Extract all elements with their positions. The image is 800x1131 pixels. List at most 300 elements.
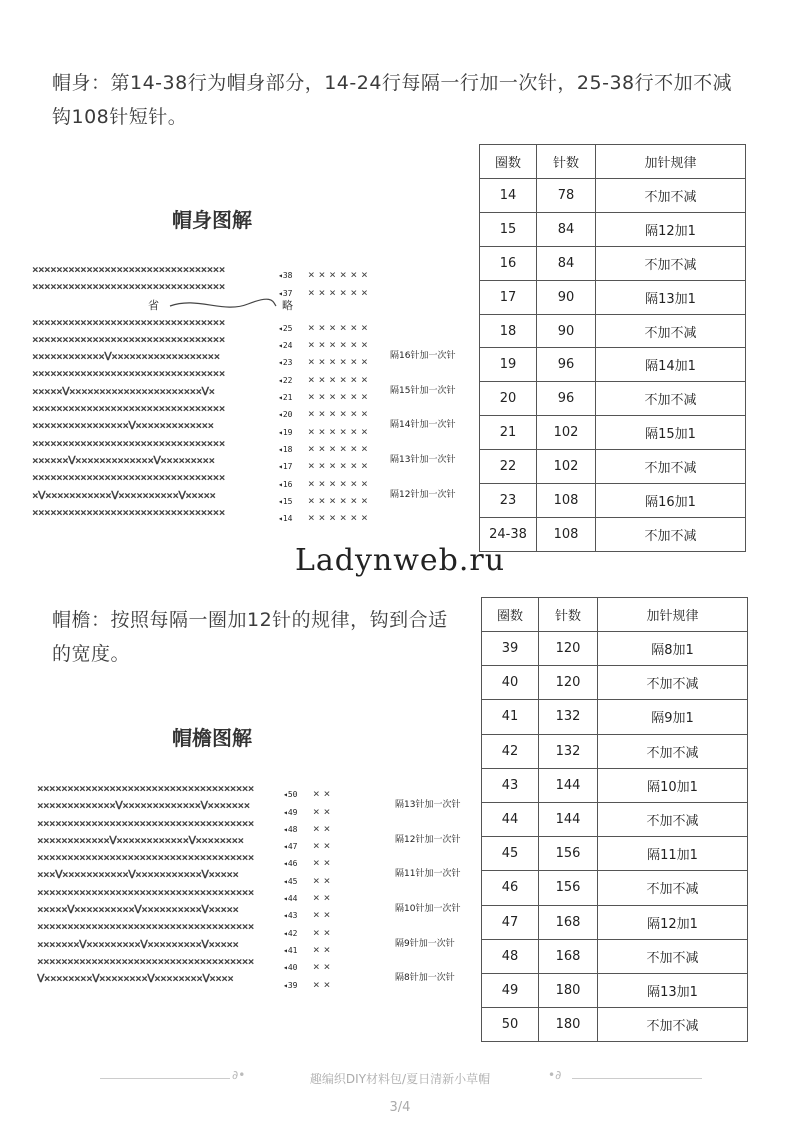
arrow-left-icon: ◂ [283,842,288,852]
row-number-text: 43 [287,911,298,921]
stitch-sequence-text: ×××××××××××××××××××××××××××××××× [32,436,225,450]
increase-note-text: 隔9针加一次针 [395,938,455,949]
row-number [278,510,308,527]
row-number-text: 21 [282,393,293,403]
cell-stitches: 168 [539,905,598,939]
row-number-text: 25 [282,323,293,333]
watermark: Ladynweb.ru [294,543,506,578]
row-number-text: 37 [282,288,293,298]
cell-round: 39 [482,632,539,666]
increase-note [395,797,460,814]
arrow-left-icon: ◂ [278,271,283,281]
cell-round: 14 [480,179,537,213]
arrow-left-icon: ◂ [278,496,283,506]
row-number-text: 14 [282,514,293,524]
cell-round: 22 [480,450,537,484]
wave-line-icon [168,298,278,312]
body-stitch-diagram [32,261,472,525]
cell-round: 23 [480,484,537,518]
stitch-tail-text: ×××××× [308,338,372,352]
brim-intro-line2: 的宽度。 [52,643,131,665]
diagram-row [32,487,472,507]
row-number-text: 22 [282,375,293,385]
stitch-tail-text: ×× [313,839,335,853]
stitch-tail-text: ×× [313,804,335,818]
cell-round: 44 [482,802,539,836]
cell-stitches: 102 [537,450,596,484]
increase-note [395,970,455,987]
cell-rule: 不加不减 [598,1008,748,1042]
body-diagram-title: 帽身图解 [172,208,252,232]
increase-note [395,832,460,849]
stitch-tail-text: ×× [313,787,335,801]
stitch-sequence-text: ×××××××××××××××××××××××××××××××××××× [37,954,254,968]
arrow-left-icon: ◂ [283,807,288,817]
stitch-sequence [37,832,283,849]
diagram-row [32,452,472,473]
table-row [482,734,748,768]
cell-stitches: 90 [537,280,596,314]
stitch-sequence [32,504,278,521]
cell-stitches: 120 [539,632,598,666]
header-stitches: 针数 [539,598,598,632]
arrow-left-icon: ◂ [278,323,283,333]
cell-rule: 隔11加1 [598,837,748,871]
cell-rule: 不加不减 [596,382,746,416]
cell-stitches: 108 [537,484,596,518]
diagram-row [32,400,472,421]
increase-note [390,417,455,434]
cell-stitches: 120 [539,666,598,700]
table-row [480,382,746,416]
cell-stitches: 96 [537,348,596,382]
cell-round: 43 [482,768,539,802]
diagram-row [32,314,472,334]
footer-divider-right [572,1078,702,1079]
stitch-sequence [32,487,278,504]
body-intro [52,66,732,134]
omit-left-label: 省 [148,298,159,312]
header-round: 圈数 [480,145,537,179]
stitch-tail-text: ×× [313,977,335,991]
cell-rule: 隔16加1 [596,484,746,518]
cell-stitches: 156 [539,837,598,871]
stitch-sequence-text: ×××××××××××××××××××××××××××××××× [32,263,225,276]
arrow-left-icon: ◂ [283,859,288,869]
stitch-sequence-text: ×××××××××××××××××××××××××××××××××××× [37,816,254,830]
stitch-tail-text: ×× [313,873,335,887]
cell-rule: 不加不减 [596,246,746,280]
stitch-tail-text: ×××××× [308,476,372,490]
stitch-sequence [32,278,278,295]
table-row [480,246,746,280]
diagram-row [37,901,477,922]
stitch-sequence [37,866,283,883]
stitch-sequence [37,780,283,797]
cell-rule: 隔14加1 [596,348,746,382]
stitch-sequence [32,452,278,469]
stitch-sequence-text: ××××××××××××ᐯ××××××××××××ᐯ×××××××× [37,833,244,847]
diagram-row [37,780,477,801]
cell-rule: 不加不减 [598,802,748,836]
diagram-row [37,936,477,956]
stitch-tail-text: ×× [313,960,335,974]
diagram-row [32,417,472,438]
row-number-text: 42 [287,928,298,938]
table-row [480,348,746,382]
stitch-sequence [32,469,278,486]
stitch-sequence [32,314,278,331]
row-number-text: 20 [282,410,293,420]
diagram-row [37,866,477,887]
stitch-sequence-text: ×××××××ᐯ×××××××××ᐯ×××××××××ᐯ××××× [37,937,239,951]
stitch-tail-text: ×××××× [308,511,372,525]
arrow-left-icon: ◂ [278,393,283,403]
table-header-row [482,598,748,632]
brim-stitch-table [481,597,748,1042]
diagram-row [32,469,472,490]
arrow-left-icon: ◂ [283,928,288,938]
stitch-sequence [37,884,283,901]
stitch-sequence-text: ×××××××××××××××××××××××××××××××××××× [37,782,254,795]
stitch-sequence [32,331,278,348]
cell-round: 20 [480,382,537,416]
stitch-sequence-text: ×××××××××××××××××××××××××××××××× [32,332,225,346]
cell-rule: 不加不减 [598,939,748,973]
cell-stitches: 180 [539,973,598,1007]
arrow-left-icon: ◂ [278,410,283,420]
row-number-text: 19 [282,427,293,437]
stitch-sequence [32,400,278,417]
increase-note [395,936,455,953]
cell-rule: 隔13加1 [598,973,748,1007]
cell-round: 15 [480,212,537,246]
stitch-sequence-text: ×ᐯ×××××××××××ᐯ××××××××××ᐯ××××× [32,488,216,502]
cell-stitches: 132 [539,700,598,734]
table-header-row [480,145,746,179]
header-rule: 加针规律 [596,145,746,179]
row-number-text: 47 [287,842,298,852]
body-intro-line2: 钩108针短针。 [52,106,188,128]
diagram-row [32,365,472,386]
footer-ornament-right: •∂ [548,1068,562,1082]
cell-rule: 不加不减 [596,314,746,348]
cell-rule: 不加不减 [598,666,748,700]
row-number-text: 41 [287,945,298,955]
cell-stitches: 168 [539,939,598,973]
increase-note [390,348,455,365]
stitch-sequence-text: ×××××××××××××ᐯ×××××××××××××ᐯ××××××× [37,799,250,813]
arrow-left-icon: ◂ [283,945,288,955]
stitch-sequence-text: ×××××××××××××××××××××××××××××××××××× [37,920,254,934]
footer [0,1070,800,1087]
row-number-text: 45 [287,876,298,886]
cell-round: 40 [482,666,539,700]
brim-stitch-diagram [37,780,477,991]
cell-rule: 不加不减 [598,871,748,905]
row-number-text: 23 [282,358,293,368]
table-row [482,905,748,939]
table-row [482,802,748,836]
stitch-sequence-text: ×××××××××××××××××××××××××××××××× [32,315,225,329]
stitch-sequence-text: ××××××××××××ᐯ×××××××××××××××××× [32,350,220,364]
table-row [482,837,748,871]
stitch-sequence [37,849,283,866]
diagram-row [32,383,472,404]
diagram-row [37,832,477,853]
stitch-tail-text: ×× [313,891,335,905]
table-row [480,416,746,450]
header-rule: 加针规律 [598,598,748,632]
diagram-row [32,504,472,525]
table-row [480,212,746,246]
diagram-row [37,970,477,991]
increase-note-text: 隔15针加一次针 [390,385,456,396]
arrow-left-icon: ◂ [283,894,288,904]
stitch-sequence [32,348,278,365]
cell-round: 49 [482,973,539,1007]
table-row [480,280,746,314]
row-number-text: 39 [287,980,298,990]
diagram-row [37,953,477,974]
cell-round: 18 [480,314,537,348]
footer-ornament-left: ∂• [232,1068,246,1082]
stitch-sequence [32,383,278,400]
table-row [480,450,746,484]
cell-stitches: 144 [539,802,598,836]
table-row [482,666,748,700]
cell-round: 24-38 [480,517,537,551]
arrow-left-icon: ◂ [283,963,288,973]
diagram-row [32,348,472,369]
arrow-left-icon: ◂ [283,824,288,834]
stitch-sequence [37,815,283,832]
row-number-text: 38 [282,271,293,281]
diagram-row [32,331,472,352]
cell-rule: 不加不减 [596,179,746,213]
row-number-text: 48 [287,824,298,834]
footer-divider-left [100,1078,230,1079]
row-number-text: 15 [282,496,293,506]
cell-rule: 隔12加1 [596,212,746,246]
table-row [482,768,748,802]
stitch-sequence [37,936,283,953]
row-number-text: 16 [282,479,293,489]
stitch-tail-text: ×××××× [308,407,372,421]
stitch-tail-text: ×× [313,942,335,956]
increase-note-text: 隔11针加一次针 [395,869,461,880]
cell-rule: 隔13加1 [596,280,746,314]
stitch-tail-text: ×× [313,821,335,835]
stitch-sequence-text: ×××××××××××××××××××××××××××××××× [32,280,225,294]
header-round: 圈数 [482,598,539,632]
row-number [283,977,313,994]
cell-round: 16 [480,246,537,280]
cell-stitches: 156 [539,871,598,905]
arrow-left-icon: ◂ [278,462,283,472]
diagram-row [37,884,477,905]
stitch-sequence-text: ×××××××××××××××××××××××××××××××× [32,471,225,485]
row-number-text: 40 [287,963,298,973]
row-number-text: 46 [287,859,298,869]
stitch-tail-text: ×××××× [308,441,372,455]
stitch-tail-text: ×××××× [308,459,372,473]
stitch-sequence [32,261,278,278]
cell-round: 17 [480,280,537,314]
arrow-left-icon: ◂ [278,427,283,437]
cell-stitches: 84 [537,246,596,280]
stitch-tail-text: ×××××× [308,493,372,507]
stitch-tail-text: ×××××× [308,355,372,369]
stitch-tail-text: ×××××× [308,390,372,404]
cell-round: 46 [482,871,539,905]
body-stitch-table [479,144,746,552]
stitch-sequence-text: ᐯ××××××××ᐯ××××××××ᐯ××××××××ᐯ×××× [37,972,234,986]
arrow-left-icon: ◂ [283,911,288,921]
row-number-text: 24 [282,341,293,351]
increase-note-text: 隔10针加一次针 [395,904,461,915]
cell-stitches: 144 [539,768,598,802]
cell-rule: 隔8加1 [598,632,748,666]
diagram-row [37,849,477,870]
stitch-sequence-text: ×××××××××××××××××××××××××××××××× [32,367,225,381]
cell-rule: 隔9加1 [598,700,748,734]
increase-note-text: 隔16针加一次针 [390,351,456,362]
diagram-row [32,261,472,282]
cell-rule: 不加不减 [596,450,746,484]
arrow-left-icon: ◂ [278,375,283,385]
stitch-sequence [37,797,283,814]
stitch-sequence-text: ×××××××××××××××××××××××××××××××××××× [37,851,254,865]
stitch-tail-text: ×××××× [308,372,372,386]
cell-round: 41 [482,700,539,734]
arrow-left-icon: ◂ [278,341,283,351]
arrow-left-icon: ◂ [278,514,283,524]
diagram-row [32,278,472,299]
increase-note [395,866,460,883]
stitch-sequence-text: ×××××××××××××××××××××××××××××××× [32,402,225,416]
footer-caption: 趣编织DIY材料包/夏日清新小草帽 [309,1072,491,1086]
cell-rule: 隔12加1 [598,905,748,939]
cell-rule: 不加不减 [598,734,748,768]
omission-marker [32,296,472,314]
table-row [480,314,746,348]
increase-note-text: 隔13针加一次针 [390,454,456,465]
stitch-sequence-text: ×××××ᐯ××××××××××ᐯ××××××××××ᐯ××××× [37,903,239,917]
stitch-sequence [32,365,278,382]
arrow-left-icon: ◂ [278,479,283,489]
arrow-left-icon: ◂ [283,980,288,990]
row-number-text: 50 [287,790,298,800]
cell-round: 45 [482,837,539,871]
cell-round: 47 [482,905,539,939]
stitch-sequence [37,918,283,935]
cell-rule: 隔10加1 [598,768,748,802]
stitch-sequence [37,970,283,987]
stitch-tail-text: ×× [313,925,335,939]
table-row [480,179,746,213]
stitch-tail-text: ×××××× [308,320,372,334]
header-stitches: 针数 [537,145,596,179]
increase-note-text: 隔13针加一次针 [395,800,461,811]
cell-round: 19 [480,348,537,382]
page-number: 3/4 [389,1100,411,1115]
stitch-sequence-text: ×××××××××××××××××××××××××××××××××××× [37,885,254,899]
increase-note-text: 隔14针加一次针 [390,420,456,431]
arrow-left-icon: ◂ [283,876,288,886]
brim-diagram-title: 帽檐图解 [172,726,252,750]
cell-round: 21 [480,416,537,450]
table-row [482,632,748,666]
stitch-sequence-text: ×××××ᐯ××××××××××××××××××××××ᐯ× [32,384,215,398]
arrow-left-icon: ◂ [278,444,283,454]
row-number-text: 18 [282,444,293,454]
increase-note-text: 隔12针加一次针 [390,489,456,500]
cell-rule: 隔15加1 [596,416,746,450]
stitch-sequence-text: ×××ᐯ×××××××××××ᐯ×××××××××××ᐯ××××× [37,868,239,882]
table-row [482,1008,748,1042]
increase-note [390,452,455,469]
cell-stitches: 84 [537,212,596,246]
increase-note [390,487,455,504]
stitch-sequence [37,901,283,918]
cell-stitches: 132 [539,734,598,768]
diagram-row [32,435,472,455]
cell-stitches: 102 [537,416,596,450]
cell-stitches: 180 [539,1008,598,1042]
table-row [482,973,748,1007]
arrow-left-icon: ◂ [283,790,288,800]
cell-stitches: 96 [537,382,596,416]
body-intro-line1: 帽身：第14-38行为帽身部分，14-24行每隔一行加一次针，25-38行不加不减 [52,72,733,94]
table-row [482,871,748,905]
cell-stitches: 78 [537,179,596,213]
cell-round: 42 [482,734,539,768]
diagram-row [37,815,477,835]
stitch-tail-text: ×××××× [308,268,372,282]
stitch-sequence [32,435,278,452]
stitch-sequence-text: ×××××××××××××××××××××××××××××××× [32,505,225,519]
cell-rule: 不加不减 [596,517,746,551]
increase-note [390,383,455,400]
cell-round: 48 [482,939,539,973]
brim-intro [52,603,448,671]
increase-note [395,901,460,918]
increase-note-text: 隔8针加一次针 [395,973,455,984]
stitch-tail [313,976,334,993]
stitch-tail [308,509,372,526]
table-row [482,939,748,973]
stitch-sequence [32,417,278,434]
cell-round: 50 [482,1008,539,1042]
row-number-text: 17 [282,462,293,472]
stitch-tail-text: ×××××× [308,424,372,438]
arrow-left-icon: ◂ [278,358,283,368]
diagram-row [37,918,477,939]
diagram-row [37,797,477,818]
increase-note-text: 隔12针加一次针 [395,834,461,845]
stitch-tail-text: ×××××× [308,285,372,299]
arrow-left-icon: ◂ [278,288,283,298]
stitch-tail-text: ×× [313,908,335,922]
table-row [482,700,748,734]
stitch-sequence-text: ××××××ᐯ×××××××××××××ᐯ××××××××× [32,453,215,467]
omit-right-label: 略 [282,298,293,312]
row-number-text: 49 [287,807,298,817]
cell-stitches: 90 [537,314,596,348]
table-row [480,484,746,518]
stitch-sequence-text: ××××××××××××××××ᐯ××××××××××××× [32,419,214,433]
